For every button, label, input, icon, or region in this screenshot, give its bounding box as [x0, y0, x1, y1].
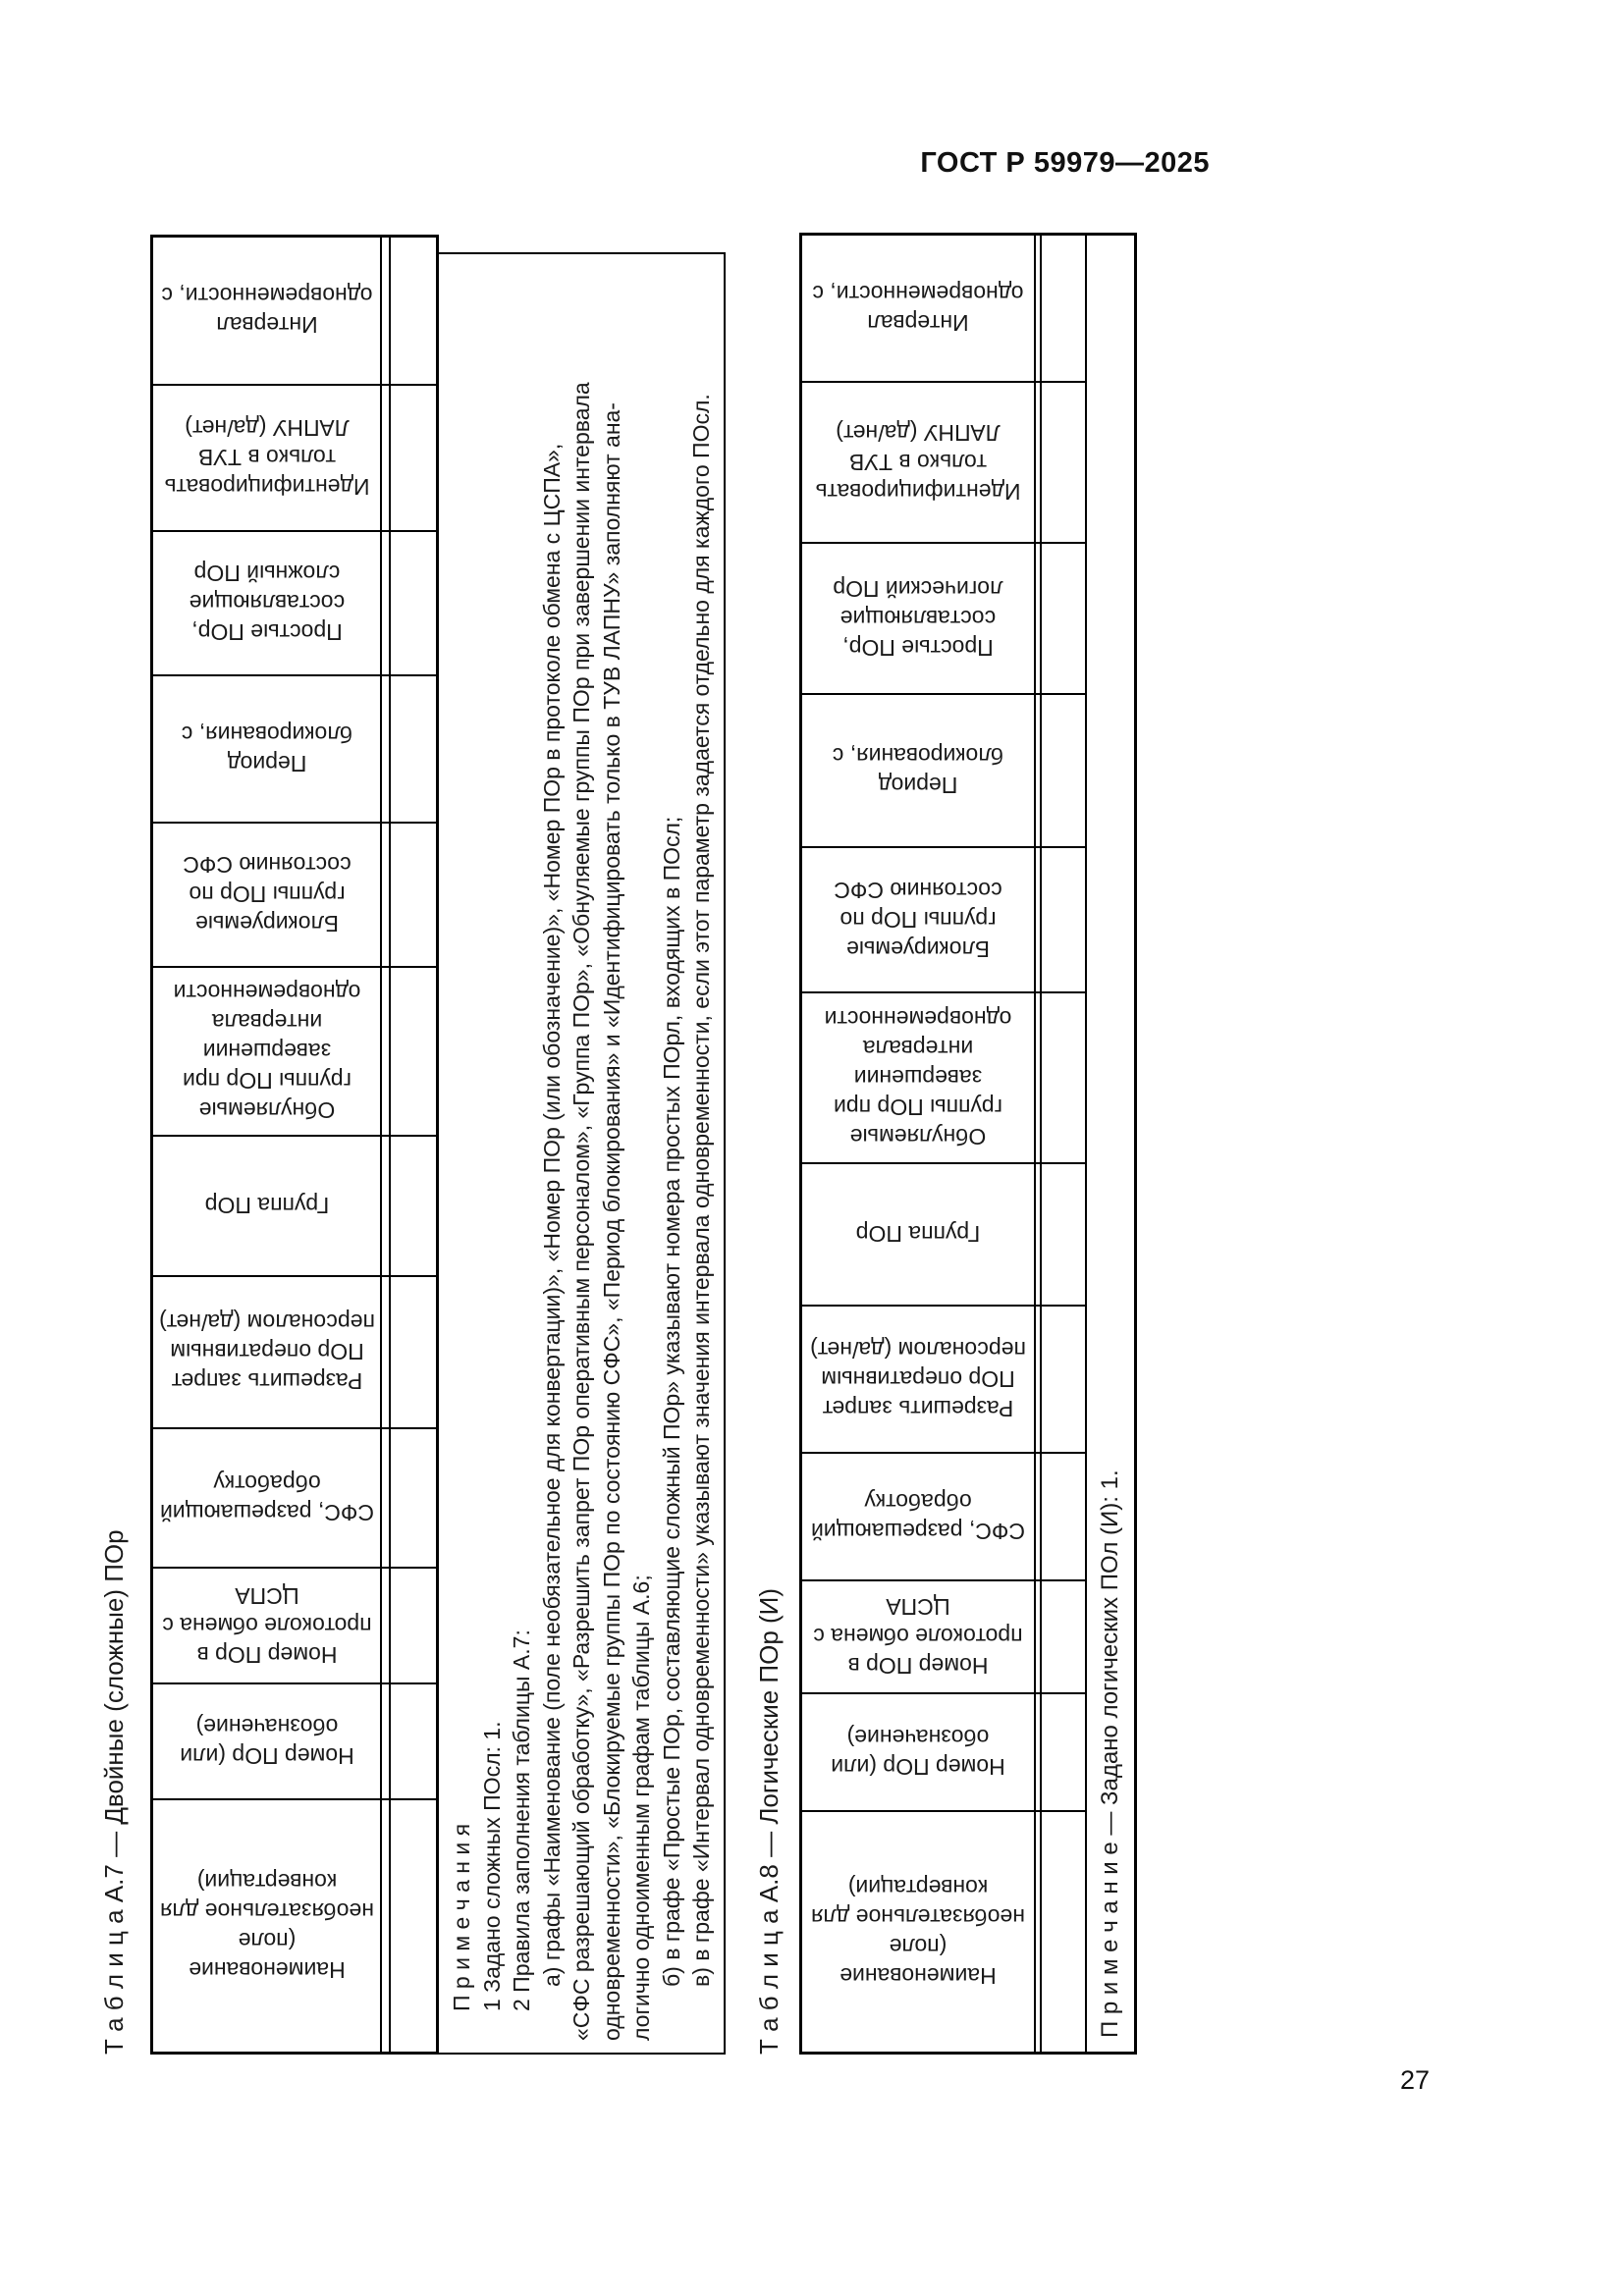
column-header-text: Простые ПОр, составляющие сложный ПОр [189, 561, 345, 646]
note-line: логично одноименным графам таблицы А.6; [628, 1575, 654, 2041]
column-header-text: СФС, разрешающий обработку [810, 1489, 1026, 1544]
column-header-cell [802, 991, 1036, 1162]
document-header: ГОСТ Р 59979—2025 [920, 147, 1210, 179]
column-header-text: Номер ПОр (или обозначение) [831, 1725, 1005, 1780]
column-header-text: Группа ПОр [204, 1193, 329, 1219]
column-header-cell [802, 1692, 1036, 1810]
empty-data-cell [382, 822, 391, 966]
column-header-cell [153, 530, 382, 674]
column-header-text: Разрешить запрет ПОр оперативным персоналом (да/нет) [810, 1337, 1026, 1421]
empty-data-cell [391, 530, 436, 674]
column-header-cell [802, 542, 1036, 693]
column-header-text: Наименование (поле необязательное для конвертации) [159, 1869, 374, 1983]
empty-data-cell [382, 530, 391, 674]
table-a7-title: Т а б л и ц а А.7 — Двойные (сложные) ПОр [99, 1529, 129, 2055]
column-header-cell [153, 966, 382, 1135]
column-header-text: Простые ПОр, составляющие логический ПОр [833, 576, 1003, 661]
page-number: 27 [1400, 2065, 1431, 2095]
table-a7-block [99, 219, 747, 2055]
empty-data-cell [391, 238, 436, 384]
column-header-text: Номер ПОр (или обозначение) [179, 1714, 354, 1769]
table-a7-notes [439, 252, 726, 2055]
column-header-cell [153, 822, 382, 966]
empty-data-cell [391, 1567, 436, 1682]
empty-data-cell [1042, 693, 1087, 846]
column-header-text: Разрешить запрет ПОр оперативным персоналом (да/нет) [158, 1309, 375, 1395]
empty-data-cell [382, 966, 391, 1135]
column-header-cell [802, 236, 1036, 381]
note-line: 1 Задано сложных ПОсл: 1. [478, 1721, 505, 2011]
empty-data-cell [382, 1682, 391, 1798]
table-a8 [799, 233, 1137, 2055]
note-line: а) графы «Наименование (поле необязательное для конвертации)», «Номер ПОр (или обозначение)», «Номер ПОр в протоколе обмена с ЦСПА», [538, 443, 565, 1987]
empty-data-cell [382, 1567, 391, 1682]
column-header-cell [153, 1682, 382, 1798]
empty-data-cell [1042, 381, 1087, 542]
column-header-cell [802, 1162, 1036, 1305]
table-note-row: П р и м е ч а н и е — Задано логических ПОл (И): 1. [1097, 1469, 1123, 2038]
column-header-cell [153, 238, 382, 384]
empty-data-cell [1042, 1305, 1087, 1452]
column-header-cell [153, 1798, 382, 2052]
column-header-text: Номер ПОр в протоколе обмена с ЦСПА [813, 1594, 1023, 1680]
empty-data-cell [1042, 1162, 1087, 1305]
empty-data-cell [1042, 991, 1087, 1162]
empty-data-cell [391, 822, 436, 966]
column-header-cell [153, 674, 382, 822]
table-a8-title: Т а б л и ц а А.8 — Логические ПОр (И) [754, 1587, 784, 2055]
column-header-cell [153, 1567, 382, 1682]
column-header-cell [153, 384, 382, 530]
empty-data-cell [382, 1798, 391, 2052]
empty-data-cell [1042, 1579, 1087, 1692]
empty-data-cell [1042, 1810, 1087, 2052]
column-header-text: Идентифицировать только в ТУВ ЛАПНУ (да/нет) [164, 415, 369, 501]
column-header-text: СФС, разрешающий обработку [159, 1470, 374, 1525]
empty-data-cell [1042, 1692, 1087, 1810]
empty-data-cell [391, 1682, 436, 1798]
column-header-text: Обнуляемые группы ПОр при завершении интервала одновременности [824, 1006, 1012, 1149]
table-a7 [150, 235, 439, 2055]
empty-data-cell [1042, 236, 1087, 381]
column-header-cell [153, 1135, 382, 1275]
empty-data-cell [391, 1135, 436, 1275]
column-header-text: Период блокирования, с [181, 721, 352, 776]
empty-data-cell [1042, 1452, 1087, 1579]
column-header-cell [153, 1275, 382, 1427]
column-header-text: Обнуляемые группы ПОр при завершении интервала одновременности [173, 980, 360, 1123]
empty-data-cell [382, 1135, 391, 1275]
empty-data-cell [1042, 846, 1087, 991]
empty-data-cell [391, 966, 436, 1135]
column-header-cell [802, 693, 1036, 846]
column-header-cell [802, 1305, 1036, 1452]
column-header-cell [802, 1579, 1036, 1692]
empty-data-cell [391, 384, 436, 530]
empty-data-cell [382, 1275, 391, 1427]
empty-data-cell [391, 1427, 436, 1567]
table-a8-block [754, 219, 1157, 2055]
column-header-text: Номер ПОр в протоколе обмена с ЦСПА [161, 1583, 372, 1668]
column-header-cell [802, 381, 1036, 542]
column-header-text: Наименование (поле необязательное для конвертации) [811, 1875, 1025, 1989]
note-line: в) в графе «Интервал одновременности» указывают значения интервала одновременности, если этот параметр задается отдельно для каждого ПОсл. [688, 394, 714, 1987]
column-header-text: Группа ПОр [855, 1221, 981, 1248]
empty-data-cell [1042, 542, 1087, 693]
column-header-cell [802, 846, 1036, 991]
empty-data-cell [391, 1798, 436, 2052]
empty-data-cell [391, 674, 436, 822]
empty-data-cell [382, 238, 391, 384]
column-header-text: Идентифицировать только в ТУВ ЛАПНУ (да/нет) [815, 420, 1021, 505]
column-header-text: Блокируемые группы ПОр по состоянию СФС [834, 878, 1002, 962]
note-line: «СФС разрешающий обработку», «Разрешить запрет ПОр оперативным персоналом», «Группа ПОр», «Обнуляемые группы ПОр при завершении интервала [568, 382, 594, 2041]
empty-data-cell [382, 674, 391, 822]
column-header-cell [802, 1452, 1036, 1579]
note-line: одновременности», «Блокируемые группы ПОр по состоянию СФС», «Период блокирования» и «Идентифицировать только в ТУВ ЛАПНУ» заполняют ана- [598, 402, 624, 2041]
note-line: 2 Правила заполнения таблицы А.7: [509, 1629, 534, 2011]
column-header-text: Период блокирования, с [832, 743, 1004, 798]
empty-data-cell [382, 384, 391, 530]
column-header-cell [153, 1427, 382, 1567]
column-header-text: Интервал одновременности, с [812, 281, 1024, 336]
column-header-text: Интервал одновременности, с [161, 283, 372, 339]
note-line: П р и м е ч а н и я [449, 1823, 474, 2011]
empty-data-cell [382, 1427, 391, 1567]
note-line: б) в графе «Простые ПОр, составляющие сложный ПОр» указывают номера простых ПОрл, входящих в ПОсл; [658, 816, 684, 1987]
empty-data-cell [391, 1275, 436, 1427]
column-header-cell [802, 1810, 1036, 2052]
column-header-text: Блокируемые группы ПОр по состоянию СФС [182, 852, 352, 937]
